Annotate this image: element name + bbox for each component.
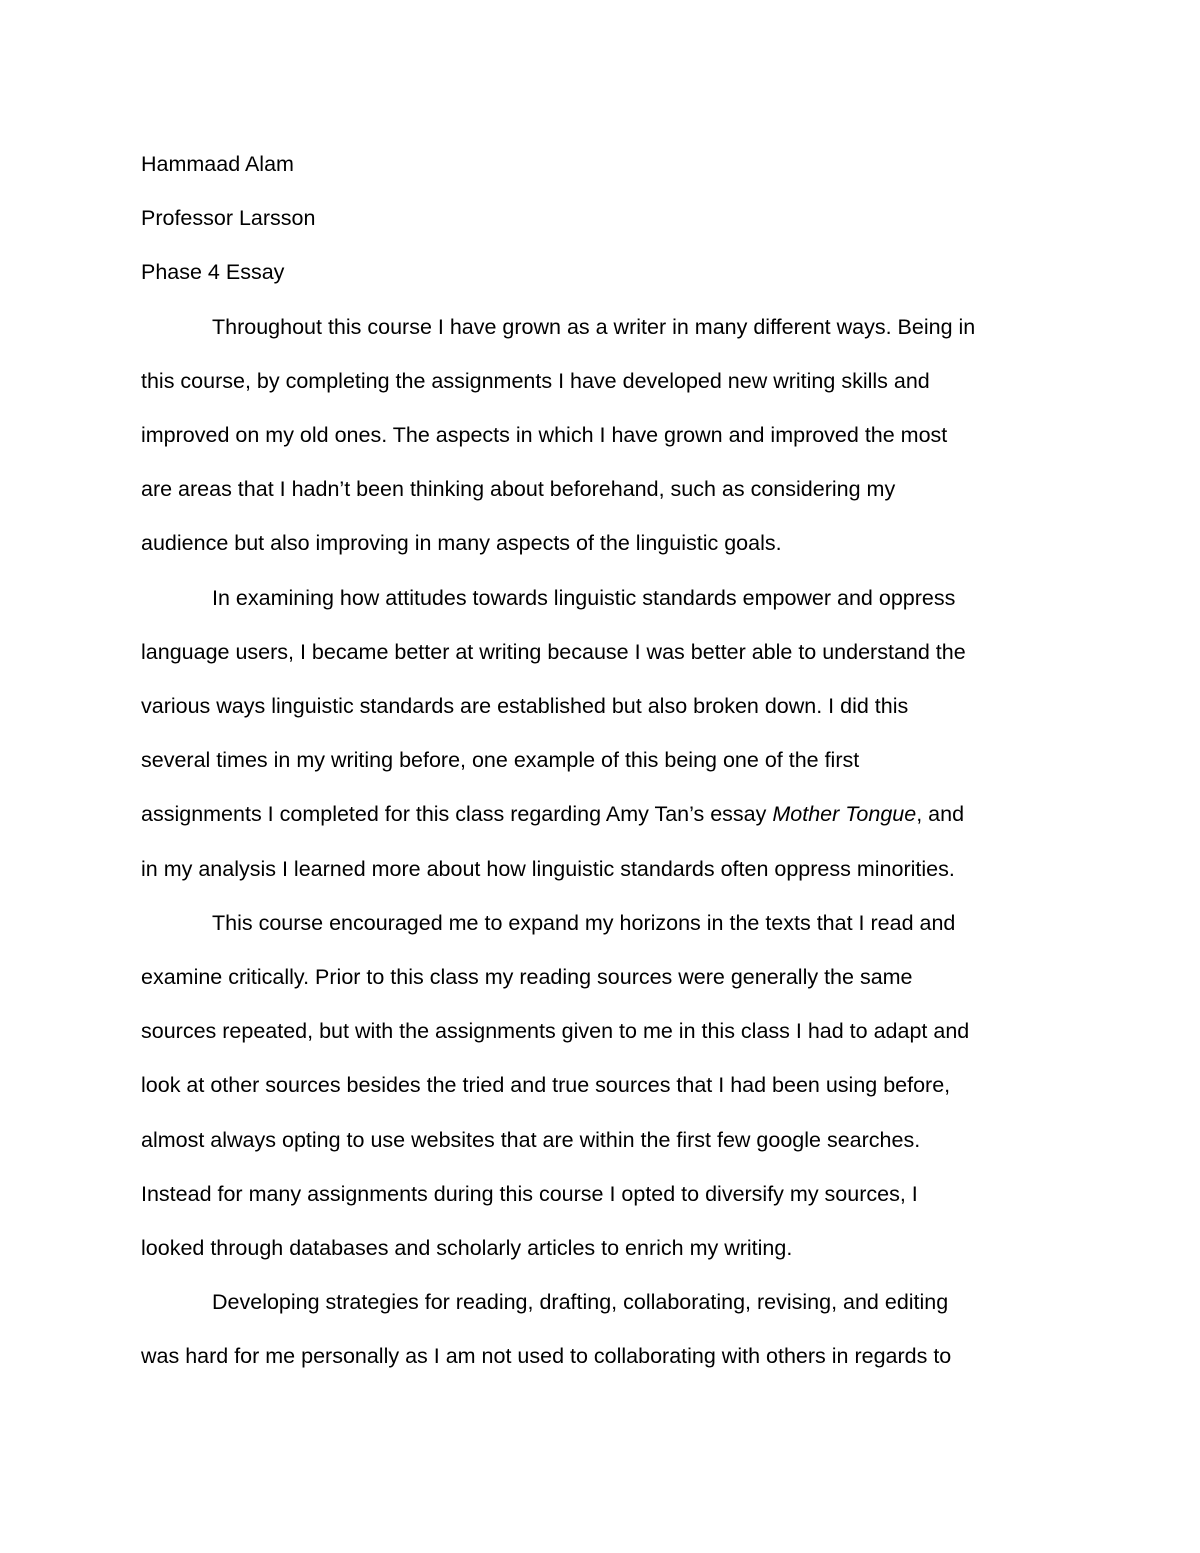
paragraph-line: various ways linguistic standards are established but also broken down. I did this xyxy=(141,694,909,719)
line-text: , and xyxy=(916,802,965,827)
essay-text xyxy=(141,137,1059,1384)
paragraph-3 xyxy=(141,896,1059,1275)
assignment-title: Phase 4 Essay xyxy=(141,260,285,285)
paragraph-1 xyxy=(141,300,1059,571)
paragraph-line: language users, I became better at writing because I was better able to understand the xyxy=(141,639,966,664)
paragraph-line xyxy=(141,787,1059,841)
paragraph-line: was hard for me personally as I am not used to collaborating with others in regards to xyxy=(141,1344,952,1369)
paragraph-line: Instead for many assignments during this course I opted to diversify my sources, I xyxy=(141,1181,918,1206)
paragraph-line: In examining how attitudes towards linguistic standards empower and oppress xyxy=(212,585,956,610)
paragraph-line: look at other sources besides the tried and true sources that I had been using before, xyxy=(141,1073,951,1098)
professor-name: Professor Larsson xyxy=(141,206,316,231)
paragraph-line: Throughout this course I have grown as a writer in many different ways. Being in xyxy=(212,314,976,339)
paragraph-line: Developing strategies for reading, drafting, collaborating, revising, and editing xyxy=(212,1290,949,1315)
paragraph-4 xyxy=(141,1275,1059,1383)
paragraph-line: This course encouraged me to expand my horizons in the texts that I read and xyxy=(212,910,956,935)
paragraph-line: several times in my writing before, one example of this being one of the first xyxy=(141,748,860,773)
paragraph-line: sources repeated, but with the assignments given to me in this class I had to adapt and xyxy=(141,1019,970,1044)
paragraph-line: audience but also improving in many aspects of the linguistic goals. xyxy=(141,531,782,556)
paragraph-line: in my analysis I learned more about how linguistic standards often oppress minorities. xyxy=(141,856,955,881)
author-name: Hammaad Alam xyxy=(141,152,294,176)
paragraph-line: this course, by completing the assignments I have developed new writing skills and xyxy=(141,368,930,393)
essay-title-italic: Mother Tongue xyxy=(772,802,917,827)
paragraph-2 xyxy=(141,571,1059,896)
paragraph-line: improved on my old ones. The aspects in which I have grown and improved the most xyxy=(141,423,948,448)
paragraph-line: examine critically. Prior to this class my reading sources were generally the same xyxy=(141,965,913,990)
line-text: assignments I completed for this class regarding Amy Tan’s essay xyxy=(141,802,773,827)
paragraph-line: almost always opting to use websites that are within the first few google searches. xyxy=(141,1127,921,1152)
paragraph-line: looked through databases and scholarly articles to enrich my writing. xyxy=(141,1236,793,1261)
paragraph-line: are areas that I hadn’t been thinking about beforehand, such as considering my xyxy=(141,477,896,502)
